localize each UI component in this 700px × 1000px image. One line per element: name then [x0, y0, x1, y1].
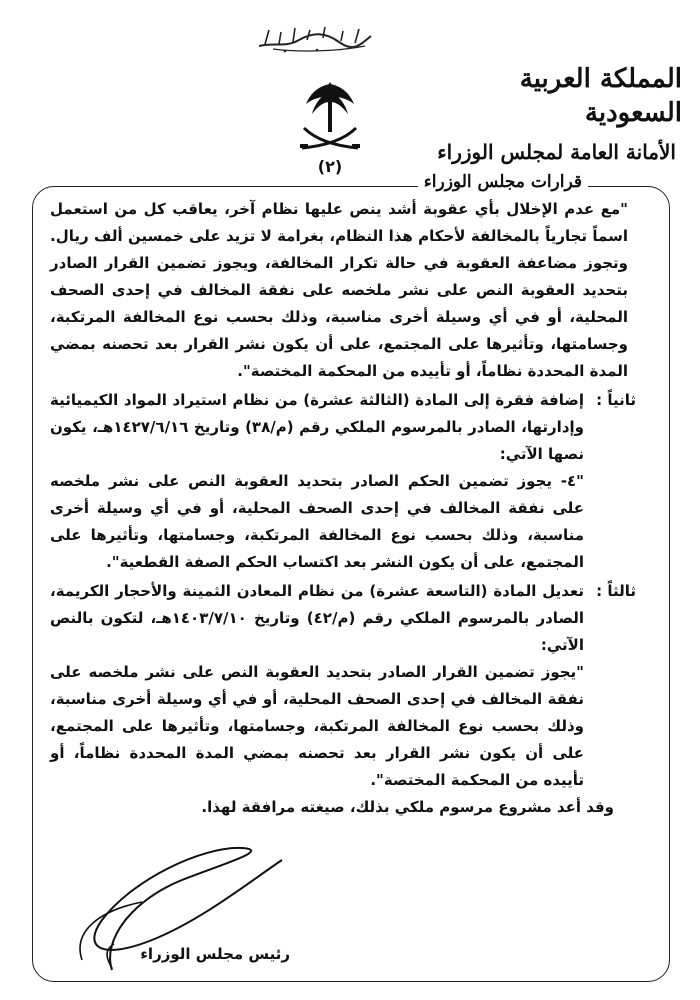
basmala-calligraphy	[255, 22, 375, 54]
intro-quote: "مع عدم الإخلال بأي عقوبة أشد ينص عليها نظام آخر، يعاقب كل من استعمل اسماً تجارياً بالمخالفة لأحكام هذا النظام، بغرامة لا تزيد على خمسين ألف ريال. وتجوز مضاعفة العقوبة في حالة تكرار المخالفة، ويجوز تضمين القرار الصادر بتحديد العقوبة النص على نشر ملخصه على نفقة المخالف في إحدى الصحف المحلية، أو في أي وسيلة أخرى مناسبة، وذلك بحسب نوع المخالفة المرتكبة، وجسامتها، وتأثيرها على المجتمع، على أن يكون نشر القرار بعد تحصنه بمضي المدة المحددة نظاماً، أو تأييده من المحكمة المختصة".	[50, 200, 628, 380]
clause-third-quote: "يجوز تضمين القرار الصادر بتحديد العقوبة النص على نشر ملخصه على نفقة المخالف في إحدى الصحف المحلية، أو في أي وسيلة أخرى مناسبة، وذلك بحسب نوع المخالفة المرتكبة، وجسامتها، وتأثيرها على المجتمع، على أن يكون نشر القرار بعد تحصنه بمضي المدة المحددة نظاماً، أو تأييده من المحكمة المختصة".	[50, 663, 584, 789]
clause-third-text: تعديل المادة (التاسعة عشرة) من نظام المعادن الثمينة والأحجار الكريمة، الصادر بالمرسوم الملكي رقم (م/٤٢) وتاريخ ١٤٠٣/٧/١٠هـ، لتكون بالنص الآتي:	[50, 582, 584, 654]
secretariat-title: الأمانة العامة لمجلس الوزراء	[437, 140, 676, 164]
clause-second-quote: "٤- يجوز تضمين الحكم الصادر بتحديد العقوبة النص على نشر ملخصه على نفقة المخالف في إحدى الصحف المحلية، أو في أي وسيلة أخرى مناسبة، وذلك بحسب نوع المخالفة المرتكبة، وجسامتها، وتأثيرها على المجتمع، على أن يكون النشر بعد اكتساب الحكم الصفة القطعية".	[50, 472, 584, 571]
document-body	[50, 196, 636, 821]
signer-title: رئيس مجلس الوزراء	[140, 945, 290, 963]
letterhead	[432, 62, 682, 168]
clause-second-label: ثانياً :	[596, 391, 636, 409]
clause-third-label: ثالثاً :	[596, 582, 636, 600]
decisions-tag: قرارات مجلس الوزراء	[418, 172, 588, 192]
clause-second	[50, 387, 636, 576]
clause-second-text: إضافة فقرة إلى المادة (الثالثة عشرة) من نظام استيراد المواد الكيميائية وإدارتها، الصادر بالمرسوم الملكي رقم (م/٣٨) وتاريخ ١٤٢٧/٦/١٦هـ، يكون نصها الآتي:	[50, 391, 584, 463]
clause-third	[50, 578, 636, 794]
page-number: (٢)	[317, 157, 343, 176]
kingdom-title: المملكة العربية السعودية	[519, 64, 682, 128]
closing-line: وقد أعد مشروع مرسوم ملكي بذلك، صيغته مرافقة لهذا.	[201, 798, 614, 816]
palm-and-swords-emblem	[296, 78, 364, 156]
